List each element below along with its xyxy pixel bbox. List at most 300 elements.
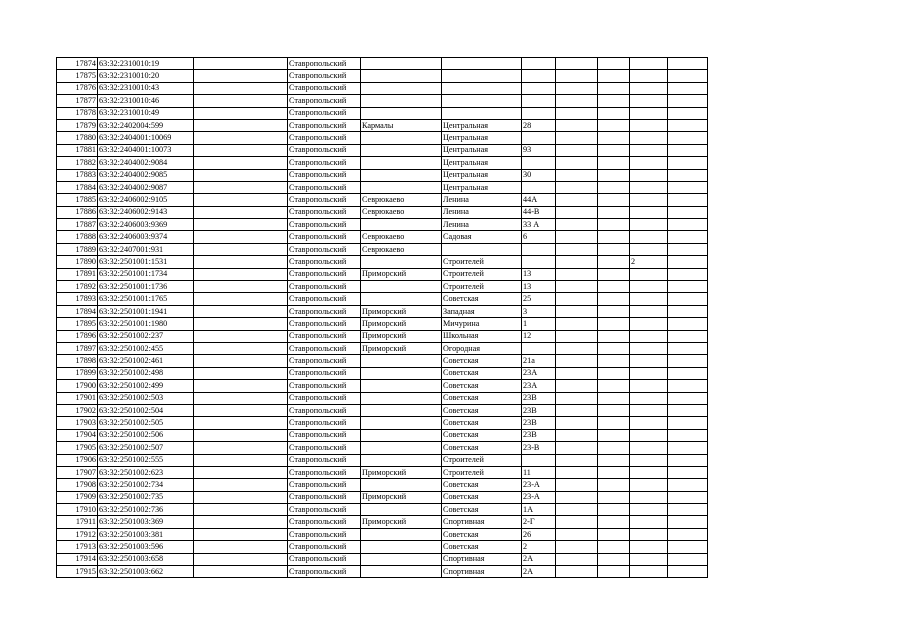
cell-blank-cell <box>194 293 288 305</box>
cell-district: Ставропольский <box>288 206 361 218</box>
cell-cadastral-number: 63:32:2406003:9369 <box>98 219 194 231</box>
cell-settlement <box>361 293 442 305</box>
cell-settlement: Приморский <box>361 491 442 503</box>
cell-district: Ставропольский <box>288 541 361 553</box>
cell-extra-cell-4 <box>668 516 708 528</box>
cell-cadastral-number: 63:32:2310010:20 <box>98 70 194 82</box>
cell-house: 23-А <box>522 479 556 491</box>
cell-extra-cell-4 <box>668 429 708 441</box>
cell-district: Ставропольский <box>288 281 361 293</box>
cell-extra-cell-2 <box>598 355 630 367</box>
cell-extra-cell-1 <box>556 181 598 193</box>
cell-settlement <box>361 404 442 416</box>
cell-extra-cell-1 <box>556 516 598 528</box>
cell-extra-cell-1 <box>556 417 598 429</box>
cell-extra-cell-3 <box>630 516 668 528</box>
cell-district: Ставропольский <box>288 342 361 354</box>
cell-row-number: 17902 <box>57 404 98 416</box>
cell-cadastral-number: 63:32:2501001:1736 <box>98 281 194 293</box>
cell-extra-cell-3 <box>630 404 668 416</box>
cell-district: Ставропольский <box>288 566 361 578</box>
cell-house: 6 <box>522 231 556 243</box>
cell-extra-cell-4 <box>668 404 708 416</box>
cell-extra-cell-4 <box>668 491 708 503</box>
cell-extra-cell-2 <box>598 194 630 206</box>
cell-row-number: 17913 <box>57 541 98 553</box>
cell-row-number: 17897 <box>57 342 98 354</box>
table-row <box>57 330 708 342</box>
cell-settlement <box>361 181 442 193</box>
cell-extra-cell-2 <box>598 454 630 466</box>
cell-extra-cell-1 <box>556 219 598 231</box>
cell-district: Ставропольский <box>288 268 361 280</box>
cell-house <box>522 342 556 354</box>
cell-extra-cell-4 <box>668 82 708 94</box>
cell-blank-cell <box>194 466 288 478</box>
cell-house <box>522 243 556 255</box>
cell-cadastral-number: 63:32:2404002:9087 <box>98 181 194 193</box>
table-row <box>57 169 708 181</box>
cell-street: Советская <box>442 355 522 367</box>
cell-blank-cell <box>194 243 288 255</box>
table-row <box>57 293 708 305</box>
cell-extra-cell-2 <box>598 491 630 503</box>
cell-extra-cell-1 <box>556 95 598 107</box>
cell-extra-cell-3 <box>630 342 668 354</box>
table-row <box>57 281 708 293</box>
cell-settlement: Севрюкаево <box>361 194 442 206</box>
cell-blank-cell <box>194 429 288 441</box>
cell-house: 23-В <box>522 442 556 454</box>
cell-street <box>442 107 522 119</box>
cell-district: Ставропольский <box>288 305 361 317</box>
cell-street: Огородная <box>442 342 522 354</box>
cell-extra-cell-2 <box>598 268 630 280</box>
cell-settlement <box>361 429 442 441</box>
cell-house: 2-Г <box>522 516 556 528</box>
cell-row-number: 17877 <box>57 95 98 107</box>
cell-blank-cell <box>194 95 288 107</box>
cell-settlement: Приморский <box>361 342 442 354</box>
cell-house <box>522 132 556 144</box>
cell-extra-cell-4 <box>668 243 708 255</box>
cell-extra-cell-1 <box>556 330 598 342</box>
cell-blank-cell <box>194 342 288 354</box>
cell-cadastral-number: 63:32:2501002:623 <box>98 466 194 478</box>
cell-street: Советская <box>442 541 522 553</box>
cell-street: Центральная <box>442 157 522 169</box>
cell-extra-cell-4 <box>668 417 708 429</box>
cell-extra-cell-1 <box>556 541 598 553</box>
cell-settlement: Приморский <box>361 330 442 342</box>
cell-extra-cell-3 <box>630 119 668 131</box>
cell-blank-cell <box>194 380 288 392</box>
cell-extra-cell-1 <box>556 281 598 293</box>
cell-street: Строителей <box>442 466 522 478</box>
cell-district: Ставропольский <box>288 429 361 441</box>
cell-extra-cell-1 <box>556 491 598 503</box>
table-row <box>57 82 708 94</box>
cell-district: Ставропольский <box>288 454 361 466</box>
cell-house: 21а <box>522 355 556 367</box>
table-row <box>57 491 708 503</box>
cell-house: 33 А <box>522 219 556 231</box>
cell-row-number: 17906 <box>57 454 98 466</box>
cell-cadastral-number: 63:32:2501001:1941 <box>98 305 194 317</box>
cell-extra-cell-1 <box>556 268 598 280</box>
cell-cadastral-number: 63:32:2407001:931 <box>98 243 194 255</box>
cell-district: Ставропольский <box>288 404 361 416</box>
cell-row-number: 17876 <box>57 82 98 94</box>
cell-blank-cell <box>194 70 288 82</box>
cell-street: Ленина <box>442 194 522 206</box>
cell-row-number: 17874 <box>57 58 98 70</box>
table-row <box>57 516 708 528</box>
cell-cadastral-number: 63:32:2501002:736 <box>98 504 194 516</box>
cell-extra-cell-2 <box>598 392 630 404</box>
cell-district: Ставропольский <box>288 528 361 540</box>
cell-cadastral-number: 63:32:2501001:1765 <box>98 293 194 305</box>
cell-extra-cell-2 <box>598 82 630 94</box>
cell-settlement <box>361 541 442 553</box>
cell-street: Спортивная <box>442 566 522 578</box>
cell-cadastral-number: 63:32:2501001:1734 <box>98 268 194 280</box>
cell-row-number: 17898 <box>57 355 98 367</box>
cell-street: Советская <box>442 404 522 416</box>
cell-settlement <box>361 417 442 429</box>
cell-extra-cell-3 <box>630 442 668 454</box>
cell-settlement <box>361 132 442 144</box>
cell-extra-cell-1 <box>556 479 598 491</box>
cell-district: Ставропольский <box>288 553 361 565</box>
cell-district: Ставропольский <box>288 70 361 82</box>
cell-house: 13 <box>522 281 556 293</box>
cell-row-number: 17889 <box>57 243 98 255</box>
cell-street: Садовая <box>442 231 522 243</box>
cell-street: Строителей <box>442 281 522 293</box>
cell-street: Центральная <box>442 181 522 193</box>
cell-house: 1 <box>522 318 556 330</box>
table-row <box>57 119 708 131</box>
cell-cadastral-number: 63:32:2310010:49 <box>98 107 194 119</box>
cell-cadastral-number: 63:32:2404002:9085 <box>98 169 194 181</box>
cell-extra-cell-3 <box>630 243 668 255</box>
cell-extra-cell-3 <box>630 206 668 218</box>
cell-cadastral-number: 63:32:2501002:237 <box>98 330 194 342</box>
cell-extra-cell-3 <box>630 504 668 516</box>
cell-extra-cell-1 <box>556 355 598 367</box>
cell-district: Ставропольский <box>288 82 361 94</box>
cell-house: 23В <box>522 429 556 441</box>
cell-extra-cell-1 <box>556 367 598 379</box>
table-row <box>57 231 708 243</box>
table-row <box>57 479 708 491</box>
cell-extra-cell-3 <box>630 380 668 392</box>
cell-extra-cell-3 <box>630 70 668 82</box>
cell-extra-cell-4 <box>668 181 708 193</box>
cell-extra-cell-2 <box>598 157 630 169</box>
cell-extra-cell-2 <box>598 181 630 193</box>
cell-street: Центральная <box>442 144 522 156</box>
cell-settlement <box>361 367 442 379</box>
cell-extra-cell-4 <box>668 119 708 131</box>
cell-cadastral-number: 63:32:2310010:43 <box>98 82 194 94</box>
cell-house: 93 <box>522 144 556 156</box>
cell-extra-cell-2 <box>598 107 630 119</box>
cell-street: Мичурина <box>442 318 522 330</box>
cell-street <box>442 243 522 255</box>
cell-extra-cell-2 <box>598 380 630 392</box>
cell-extra-cell-4 <box>668 367 708 379</box>
cell-house <box>522 107 556 119</box>
cell-blank-cell <box>194 169 288 181</box>
cell-extra-cell-3 <box>630 454 668 466</box>
cell-house: 23А <box>522 380 556 392</box>
cell-row-number: 17892 <box>57 281 98 293</box>
cell-extra-cell-4 <box>668 219 708 231</box>
table-row <box>57 454 708 466</box>
cell-street <box>442 82 522 94</box>
cell-blank-cell <box>194 318 288 330</box>
cell-house: 1А <box>522 504 556 516</box>
cell-blank-cell <box>194 454 288 466</box>
cell-extra-cell-2 <box>598 256 630 268</box>
cell-street: Центральная <box>442 169 522 181</box>
cell-cadastral-number: 63:32:2406002:9143 <box>98 206 194 218</box>
cell-settlement <box>361 95 442 107</box>
cell-extra-cell-3 <box>630 157 668 169</box>
cell-district: Ставропольский <box>288 194 361 206</box>
cell-row-number: 17908 <box>57 479 98 491</box>
cell-extra-cell-3 <box>630 392 668 404</box>
table-row <box>57 442 708 454</box>
cell-house: 26 <box>522 528 556 540</box>
cell-extra-cell-1 <box>556 429 598 441</box>
cell-extra-cell-1 <box>556 293 598 305</box>
cell-settlement <box>361 144 442 156</box>
cell-row-number: 17894 <box>57 305 98 317</box>
cell-blank-cell <box>194 479 288 491</box>
cell-row-number: 17907 <box>57 466 98 478</box>
cell-district: Ставропольский <box>288 442 361 454</box>
cell-blank-cell <box>194 504 288 516</box>
table-row <box>57 342 708 354</box>
cell-street: Советская <box>442 429 522 441</box>
cell-extra-cell-4 <box>668 107 708 119</box>
cell-row-number: 17878 <box>57 107 98 119</box>
cell-extra-cell-3 <box>630 355 668 367</box>
cell-blank-cell <box>194 367 288 379</box>
cell-extra-cell-2 <box>598 281 630 293</box>
cell-extra-cell-1 <box>556 157 598 169</box>
cell-cadastral-number: 63:32:2501002:505 <box>98 417 194 429</box>
cell-row-number: 17887 <box>57 219 98 231</box>
cell-extra-cell-1 <box>556 504 598 516</box>
cell-cadastral-number: 63:32:2501002:734 <box>98 479 194 491</box>
cell-extra-cell-4 <box>668 305 708 317</box>
cell-cadastral-number: 63:32:2501001:1980 <box>98 318 194 330</box>
cell-extra-cell-3 <box>630 181 668 193</box>
cell-extra-cell-3 <box>630 479 668 491</box>
cell-district: Ставропольский <box>288 107 361 119</box>
cell-cadastral-number: 63:32:2501001:1531 <box>98 256 194 268</box>
cell-extra-cell-2 <box>598 516 630 528</box>
cell-street: Советская <box>442 380 522 392</box>
cell-district: Ставропольский <box>288 392 361 404</box>
cell-extra-cell-4 <box>668 355 708 367</box>
cell-cadastral-number: 63:32:2402004:599 <box>98 119 194 131</box>
cell-district: Ставропольский <box>288 355 361 367</box>
cell-row-number: 17895 <box>57 318 98 330</box>
cell-cadastral-number: 63:32:2404001:10073 <box>98 144 194 156</box>
cell-extra-cell-3 <box>630 293 668 305</box>
cell-extra-cell-4 <box>668 58 708 70</box>
cell-district: Ставропольский <box>288 491 361 503</box>
cell-settlement <box>361 157 442 169</box>
cell-cadastral-number: 63:32:2501003:662 <box>98 566 194 578</box>
cell-settlement <box>361 219 442 231</box>
cell-extra-cell-3 <box>630 169 668 181</box>
cell-row-number: 17882 <box>57 157 98 169</box>
cell-street: Школьная <box>442 330 522 342</box>
cell-cadastral-number: 63:32:2501003:381 <box>98 528 194 540</box>
cell-street: Спортивная <box>442 516 522 528</box>
cell-cadastral-number: 63:32:2501002:504 <box>98 404 194 416</box>
cell-extra-cell-2 <box>598 417 630 429</box>
table-row <box>57 380 708 392</box>
cell-extra-cell-1 <box>556 70 598 82</box>
table-row <box>57 107 708 119</box>
cell-extra-cell-4 <box>668 342 708 354</box>
cell-row-number: 17880 <box>57 132 98 144</box>
table-row <box>57 132 708 144</box>
cell-blank-cell <box>194 566 288 578</box>
cell-extra-cell-1 <box>556 305 598 317</box>
cell-blank-cell <box>194 355 288 367</box>
cell-extra-cell-2 <box>598 528 630 540</box>
cell-district: Ставропольский <box>288 119 361 131</box>
cell-house: 30 <box>522 169 556 181</box>
cell-blank-cell <box>194 107 288 119</box>
cell-house: 2А <box>522 553 556 565</box>
cell-extra-cell-4 <box>668 479 708 491</box>
cell-extra-cell-4 <box>668 132 708 144</box>
cell-row-number: 17891 <box>57 268 98 280</box>
table-row <box>57 243 708 255</box>
cell-cadastral-number: 63:32:2501002:506 <box>98 429 194 441</box>
cell-row-number: 17879 <box>57 119 98 131</box>
cell-blank-cell <box>194 528 288 540</box>
cell-extra-cell-1 <box>556 380 598 392</box>
cell-extra-cell-2 <box>598 342 630 354</box>
cell-street: Западная <box>442 305 522 317</box>
cell-district: Ставропольский <box>288 231 361 243</box>
cell-extra-cell-4 <box>668 293 708 305</box>
cell-house: 25 <box>522 293 556 305</box>
table-row <box>57 157 708 169</box>
cell-extra-cell-1 <box>556 107 598 119</box>
cell-settlement <box>361 169 442 181</box>
cell-extra-cell-4 <box>668 330 708 342</box>
cell-extra-cell-4 <box>668 528 708 540</box>
cell-cadastral-number: 63:32:2501002:507 <box>98 442 194 454</box>
cell-extra-cell-3 <box>630 82 668 94</box>
cell-house <box>522 454 556 466</box>
cell-blank-cell <box>194 219 288 231</box>
cell-settlement <box>361 504 442 516</box>
cell-extra-cell-4 <box>668 466 708 478</box>
cell-settlement: Приморский <box>361 466 442 478</box>
cell-extra-cell-4 <box>668 504 708 516</box>
cell-extra-cell-2 <box>598 206 630 218</box>
cell-extra-cell-1 <box>556 454 598 466</box>
cell-extra-cell-3 <box>630 107 668 119</box>
cell-house: 23-А <box>522 491 556 503</box>
cell-district: Ставропольский <box>288 293 361 305</box>
cell-settlement: Севрюкаево <box>361 231 442 243</box>
cell-settlement: Приморский <box>361 268 442 280</box>
cell-extra-cell-2 <box>598 169 630 181</box>
cell-street: Спортивная <box>442 553 522 565</box>
table-row <box>57 367 708 379</box>
cell-cadastral-number: 63:32:2404002:9084 <box>98 157 194 169</box>
cell-extra-cell-3 <box>630 231 668 243</box>
cell-row-number: 17903 <box>57 417 98 429</box>
cell-extra-cell-2 <box>598 70 630 82</box>
cell-extra-cell-2 <box>598 504 630 516</box>
cell-extra-cell-3 <box>630 541 668 553</box>
cell-extra-cell-1 <box>556 342 598 354</box>
cell-row-number: 17885 <box>57 194 98 206</box>
cell-settlement <box>361 528 442 540</box>
cell-row-number: 17915 <box>57 566 98 578</box>
cell-settlement <box>361 442 442 454</box>
cell-extra-cell-3 <box>630 132 668 144</box>
table-row <box>57 318 708 330</box>
cell-blank-cell <box>194 206 288 218</box>
cell-house <box>522 58 556 70</box>
cell-cadastral-number: 63:32:2310010:19 <box>98 58 194 70</box>
cell-extra-cell-1 <box>556 132 598 144</box>
cell-blank-cell <box>194 491 288 503</box>
cell-extra-cell-4 <box>668 157 708 169</box>
cell-extra-cell-1 <box>556 256 598 268</box>
cell-house: 44-В <box>522 206 556 218</box>
cell-settlement: Севрюкаево <box>361 243 442 255</box>
data-table <box>56 57 708 578</box>
cell-cadastral-number: 63:32:2501002:503 <box>98 392 194 404</box>
cell-extra-cell-3 <box>630 566 668 578</box>
table-row <box>57 256 708 268</box>
cell-blank-cell <box>194 144 288 156</box>
table-row <box>57 70 708 82</box>
table-row <box>57 392 708 404</box>
table-body <box>57 58 708 578</box>
cell-house: 13 <box>522 268 556 280</box>
cell-settlement: Севрюкаево <box>361 206 442 218</box>
table-row <box>57 305 708 317</box>
cell-extra-cell-4 <box>668 95 708 107</box>
cell-extra-cell-4 <box>668 268 708 280</box>
cell-district: Ставропольский <box>288 95 361 107</box>
cell-row-number: 17893 <box>57 293 98 305</box>
cell-cadastral-number: 63:32:2501003:658 <box>98 553 194 565</box>
cell-blank-cell <box>194 392 288 404</box>
cell-row-number: 17881 <box>57 144 98 156</box>
cell-house: 2А <box>522 566 556 578</box>
cell-row-number: 17910 <box>57 504 98 516</box>
cell-house: 23В <box>522 392 556 404</box>
